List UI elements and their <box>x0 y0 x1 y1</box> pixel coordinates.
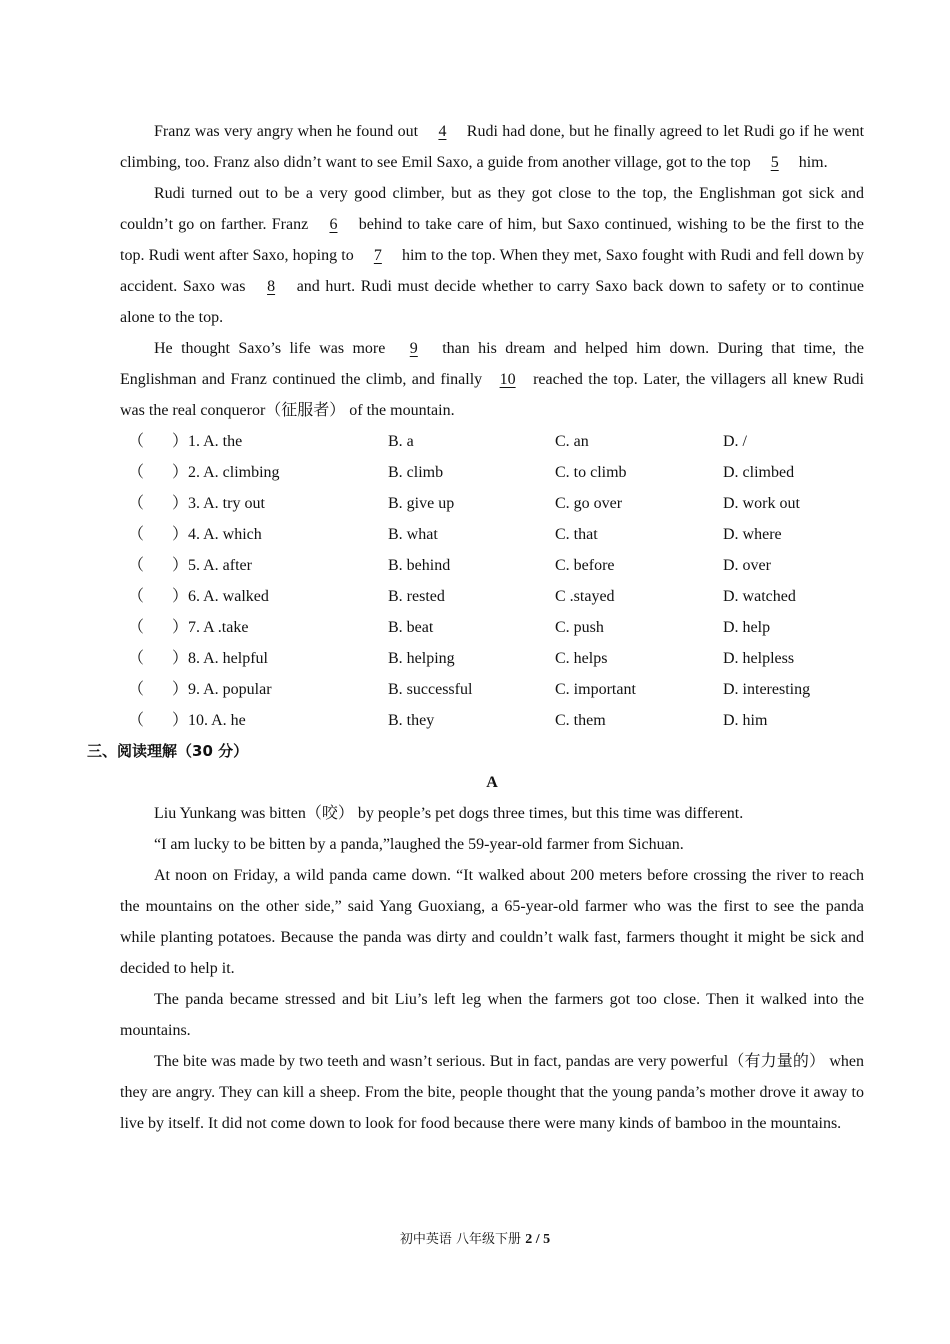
option-a: 5. A. after <box>188 557 252 574</box>
option-c: C. that <box>555 526 598 543</box>
option-b: B. a <box>388 433 414 450</box>
option-c: C. an <box>555 433 589 450</box>
option-row <box>120 705 864 736</box>
option-d: D. over <box>723 557 771 574</box>
passage-text: Franz was very angry when he found out <box>154 123 419 140</box>
option-d: D. interesting <box>723 681 811 698</box>
option-row <box>120 612 864 643</box>
answer-bracket-close: ） <box>172 464 189 481</box>
option-d: D. work out <box>723 495 800 512</box>
reading-paragraph: “I am lucky to be bitten by a panda,”laughed the 59-year-old farmer from Sichuan. <box>154 836 684 853</box>
reading-paragraph: The bite was made by two teeth and wasn’t serious. But in fact, pandas are very powerful（有力量的） when they are angry. They can kill a sheep. From the bite, people thought that the young panda’s mother drove it away to live by itself. It did not come down to look for food because there were many kinds of bamboo in the mountains. <box>120 1053 864 1132</box>
reading-paragraph: The panda became stressed and bit Liu’s left leg when the farmers got too close. Then it walked into the mountains. <box>120 991 864 1039</box>
option-a: 10. A. he <box>188 712 246 729</box>
option-row <box>120 674 864 705</box>
option-d: D. him <box>723 712 768 729</box>
blank-4: 4 <box>438 123 447 140</box>
option-b: B. give up <box>388 495 455 512</box>
passage-text: Rudi turned out to be a very good climber, but as they got close to the top, the Englishman got sick and couldn’t go on farther. Franz <box>120 185 864 233</box>
option-c: C. before <box>555 557 615 574</box>
option-c: C. go over <box>555 495 623 512</box>
option-c: C. them <box>555 712 606 729</box>
passage-paragraph-1 <box>120 116 864 178</box>
option-a: 1. A. the <box>188 433 243 450</box>
passage-text: He thought Saxo’s life was more <box>154 340 386 357</box>
option-c: C. important <box>555 681 636 698</box>
option-a: 6. A. walked <box>188 588 269 605</box>
page-number: 2 / 5 <box>525 1232 551 1247</box>
passage-paragraph-2 <box>120 178 864 333</box>
option-d: D. help <box>723 619 771 636</box>
page-footer <box>0 1228 950 1248</box>
option-row <box>120 426 864 457</box>
blank-6: 6 <box>329 216 338 233</box>
answer-bracket-open: （ <box>128 619 145 636</box>
passage-text: him. <box>798 154 828 171</box>
option-b: B. climb <box>388 464 444 481</box>
option-a: 4. A. which <box>188 526 262 543</box>
answer-bracket-close: ） <box>172 433 189 450</box>
option-row <box>120 581 864 612</box>
option-d: D. / <box>723 433 747 450</box>
answer-bracket-close: ） <box>172 681 189 698</box>
option-a: 8. A. helpful <box>188 650 268 667</box>
option-b: B. they <box>388 712 435 729</box>
option-d: D. climbed <box>723 464 795 481</box>
passage-text: reached the top. Later, the villagers all knew Rudi was the real conqueror（征服者） of the mountain. <box>120 371 865 419</box>
option-row <box>120 550 864 581</box>
answer-bracket-open: （ <box>128 681 145 698</box>
option-b: B. helping <box>388 650 455 667</box>
option-row <box>120 457 864 488</box>
passage-text: behind to take care of him, but Saxo continued, wishing to be the first to the top. Rudi went after Saxo, hoping to <box>120 216 865 264</box>
option-row <box>120 488 864 519</box>
option-b: B. behind <box>388 557 451 574</box>
passage-text: and hurt. Rudi must decide whether to carry Saxo back down to safety or to continue alone to the top. <box>120 278 865 326</box>
option-row <box>120 519 864 550</box>
reading-paragraph: Liu Yunkang was bitten（咬） by people’s pet dogs three times, but this time was different. <box>154 805 744 822</box>
option-a: 2. A. climbing <box>188 464 280 481</box>
passage-paragraph-3 <box>120 333 864 426</box>
answer-bracket-open: （ <box>128 557 145 574</box>
passage-text: Rudi had done, but he finally agreed to let Rudi go if he went climbing, too. Franz also didn’t want to see Emil Saxo, a guide from another village, got to the top <box>120 123 865 171</box>
option-a: 7. A .take <box>188 619 249 636</box>
option-c: C. push <box>555 619 604 636</box>
option-b: B. rested <box>388 588 445 605</box>
answer-bracket-close: ） <box>172 495 189 512</box>
option-c: C .stayed <box>555 588 615 605</box>
blank-7: 7 <box>373 247 382 264</box>
option-row <box>120 643 864 674</box>
answer-bracket-open: （ <box>128 433 145 450</box>
passage-text: him to the top. When they met, Saxo fought with Rudi and fell down by accident. Saxo was <box>120 247 865 295</box>
answer-bracket-open: （ <box>128 526 145 543</box>
answer-bracket-close: ） <box>172 588 189 605</box>
answer-bracket-open: （ <box>128 712 145 729</box>
page-content <box>87 116 865 1139</box>
option-b: B. beat <box>388 619 434 636</box>
option-b: B. what <box>388 526 438 543</box>
passage-text: than his dream and helped him down. During that time, the Englishman and Franz continued the climb, and finally <box>120 340 865 388</box>
answer-bracket-open: （ <box>128 650 145 667</box>
option-a: 3. A. try out <box>188 495 265 512</box>
option-d: D. watched <box>723 588 796 605</box>
answer-bracket-close: ） <box>172 557 189 574</box>
passage-label: A <box>486 774 498 791</box>
blank-10: 10 <box>499 371 516 388</box>
blank-8: 8 <box>267 278 276 295</box>
answer-bracket-open: （ <box>128 464 145 481</box>
option-c: C. to climb <box>555 464 627 481</box>
answer-bracket-open: （ <box>128 588 145 605</box>
answer-bracket-close: ） <box>172 619 189 636</box>
blank-9: 9 <box>409 340 418 357</box>
option-c: C. helps <box>555 650 608 667</box>
reading-paragraph: At noon on Friday, a wild panda came down. “It walked about 200 meters before crossing the river to reach the mountains on the other side,” said Yang Guoxiang, a 65-year-old farmer who was the first to see the panda while planting potatoes. Because the panda was dirty and couldn’t walk fast, farmers thought it might be sick and decided to help it. <box>120 867 864 977</box>
option-a: 9. A. popular <box>188 681 272 698</box>
section-heading: 三、阅读理解（30 分） <box>87 742 249 760</box>
answer-bracket-close: ） <box>172 712 189 729</box>
option-d: D. helpless <box>723 650 795 667</box>
option-b: B. successful <box>388 681 473 698</box>
answer-bracket-close: ） <box>172 526 189 543</box>
answer-bracket-close: ） <box>172 650 189 667</box>
answer-bracket-open: （ <box>128 495 145 512</box>
option-d: D. where <box>723 526 782 543</box>
blank-5: 5 <box>770 154 779 171</box>
footer-text: 初中英语 八年级下册 <box>399 1232 526 1247</box>
options-list <box>120 426 864 736</box>
